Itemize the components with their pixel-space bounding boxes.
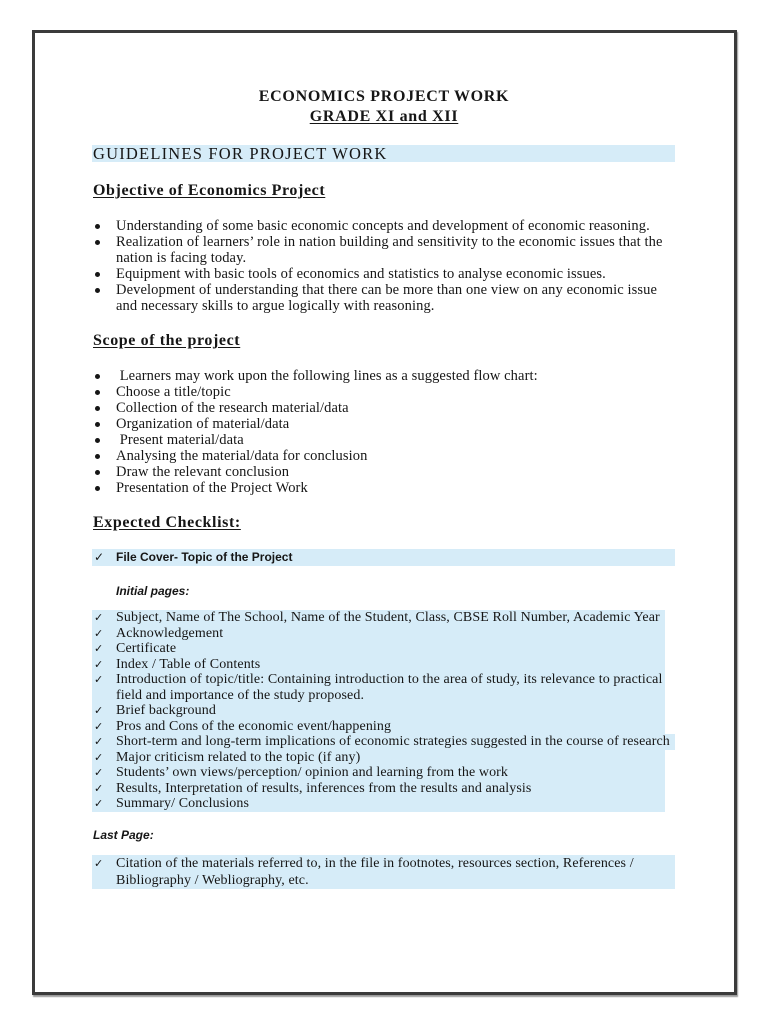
checklist-item-text: Introduction of topic/title: Containing introduction to the area of study, its relevance to practical [116, 672, 663, 687]
check-icon [94, 719, 103, 735]
check-icon [94, 610, 103, 626]
check-icon [94, 765, 103, 781]
list-item-text: and necessary skills to argue logically with reasoning. [116, 298, 435, 314]
checklist-item [92, 765, 665, 781]
list-item-text: nation is facing today. [116, 250, 247, 266]
checklist-item-text: Subject, Name of The School, Name of the Student, Class, CBSE Roll Number, Academic Year [116, 610, 660, 625]
list-item-text: Development of understanding that there can be more than one view on any economic issue [116, 282, 658, 298]
checklist-item-text: Students’ own views/perception/ opinion and learning from the work [116, 765, 509, 780]
grade-subtitle: GRADE XI and XII [309, 108, 459, 125]
checklist-item [92, 657, 665, 673]
bullet-icon [95, 406, 100, 411]
checklist-item-text: Summary/ Conclusions [116, 796, 250, 811]
list-item [0, 464, 768, 480]
check-icon [94, 781, 103, 797]
list-item-text: Presentation of the Project Work [116, 480, 308, 496]
list-item-text: Organization of material/data [116, 416, 290, 432]
check-icon [94, 672, 103, 688]
checklist-item-text: field and importance of the study proposed. [116, 687, 365, 703]
check-icon [94, 734, 103, 750]
list-item-text: Learners may work upon the following lines as a suggested flow chart: [116, 368, 538, 384]
checklist-item-text: Pros and Cons of the economic event/happening [116, 718, 392, 734]
scope-list [0, 368, 768, 496]
check-icon [94, 796, 103, 812]
list-item-text: Present material/data [116, 432, 244, 448]
list-item-text: Draw the relevant conclusion [116, 464, 290, 480]
bullet-icon [95, 438, 100, 443]
guidelines-heading: GUIDELINES FOR PROJECT WORK [93, 144, 388, 163]
list-item [0, 480, 768, 496]
list-item [0, 218, 768, 234]
check-icon [94, 641, 103, 657]
list-item [0, 266, 768, 282]
list-item [0, 384, 768, 400]
scope-heading: Scope of the project [93, 332, 241, 349]
guidelines-banner [92, 145, 675, 162]
list-item-text: Analysing the material/data for conclusion [116, 448, 368, 464]
bullet-icon [95, 374, 100, 379]
last-page-label: Last Page: [93, 828, 154, 842]
checklist-item [92, 641, 665, 657]
document-title: ECONOMICS PROJECT WORK [258, 88, 510, 105]
checklist-item [92, 610, 665, 626]
checklist-item [92, 626, 665, 642]
list-item [0, 234, 768, 266]
list-item [0, 448, 768, 464]
check-icon [94, 703, 103, 719]
check-icon [94, 855, 103, 872]
bullet-icon [95, 224, 100, 229]
checklist-item [92, 672, 665, 703]
list-item [0, 282, 768, 314]
list-item-text: Equipment with basic tools of economics and statistics to analyse economic issues. [116, 266, 606, 282]
checklist-item [92, 855, 675, 889]
objective-heading: Objective of Economics Project [93, 182, 326, 199]
bullet-icon [95, 390, 100, 395]
checklist-item-text: Acknowledgement [116, 625, 224, 641]
checklist-item-text: Brief background [116, 703, 216, 718]
check-icon [94, 626, 103, 642]
checklist-item-text: Citation of the materials referred to, in the file in footnotes, resources section, References / [116, 856, 634, 871]
list-item [0, 368, 768, 384]
checklist-item-text: Bibliography / Webliography, etc. [116, 873, 309, 888]
checklist-item-text: Results, Interpretation of results, inferences from the results and analysis [116, 780, 532, 796]
file-cover-text: File Cover- Topic of the Project [116, 550, 293, 564]
checklist-item [92, 734, 675, 750]
last-page-list [92, 855, 675, 889]
page-frame [32, 30, 737, 995]
bullet-icon [95, 486, 100, 491]
checklist-item [92, 719, 665, 735]
objective-list [0, 218, 768, 314]
checklist-item [92, 750, 665, 766]
checklist-item [92, 796, 665, 812]
list-item-text: Realization of learners’ role in nation building and sensitivity to the economic issues that the [116, 234, 663, 250]
checklist-item-text: Major criticism related to the topic (if any) [116, 749, 361, 765]
bullet-icon [95, 272, 100, 277]
list-item-text: Choose a title/topic [116, 384, 231, 400]
file-cover-item [92, 549, 675, 566]
checklist-heading: Expected Checklist: [93, 514, 241, 531]
bullet-icon [95, 470, 100, 475]
initial-pages-label: Initial pages: [116, 584, 190, 598]
check-icon [94, 549, 104, 566]
list-item-text: Understanding of some basic economic concepts and development of economic reasoning. [116, 218, 650, 234]
check-icon [94, 750, 103, 766]
bullet-icon [95, 288, 100, 293]
bullet-icon [95, 422, 100, 427]
list-item [0, 432, 768, 448]
checklist-item [92, 781, 665, 797]
checklist-item-text: Certificate [116, 641, 177, 656]
list-item [0, 400, 768, 416]
checklist-item-text: Short-term and long-term implications of economic strategies suggested in the course of research [116, 734, 670, 749]
checklist-item-text: Index / Table of Contents [116, 656, 261, 672]
checklist-item [92, 703, 665, 719]
check-icon [94, 657, 103, 673]
initial-pages-list [92, 610, 675, 812]
bullet-icon [95, 454, 100, 459]
list-item-text: Collection of the research material/data [116, 400, 349, 416]
list-item [0, 416, 768, 432]
bullet-icon [95, 240, 100, 245]
